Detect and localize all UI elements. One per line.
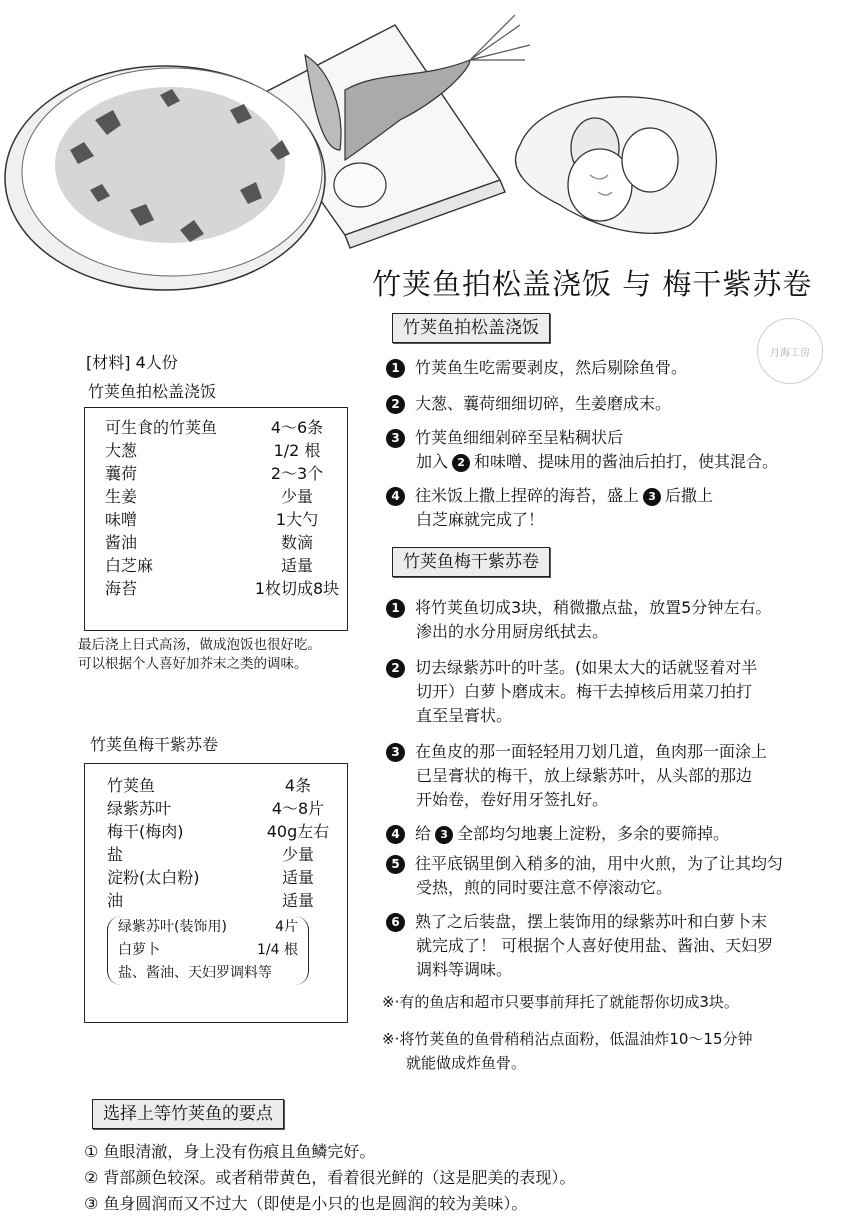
- ingredient-qty: 40g左右: [266, 822, 330, 841]
- note-text: 就能做成炸鱼骨。: [406, 1054, 527, 1072]
- ingredient-name: 生姜: [105, 487, 138, 506]
- step-number-badge: 2: [386, 395, 405, 414]
- step-text: 切开）白萝卜磨成末。梅干去掉核后用菜刀拍打: [416, 682, 753, 701]
- ingredient-name: 淀粉(太白粉): [107, 868, 200, 887]
- ingredient-qty: 2～3个: [270, 464, 324, 483]
- ingredient-qty: 适量: [281, 891, 314, 910]
- tips-title-box: [92, 1099, 284, 1129]
- step-text: 后撒上: [665, 486, 714, 505]
- step-text: 往米饭上撒上捏碎的海苔，盛上: [415, 486, 640, 505]
- note-text: ※·将竹荚鱼的鱼骨稍稍沾点面粉，低温油炸10～15分钟: [382, 1030, 753, 1048]
- recipe2-step-2: [386, 656, 757, 728]
- tip-item-2: ② 背部颜色较深。或者稍带黄色，看着很光鲜的（这是肥美的表现）。: [84, 1168, 576, 1187]
- step-text: 熟了之后装盘，摆上装饰用的绿紫苏叶和白萝卜末: [415, 912, 768, 931]
- stamp-text: 月海工房: [770, 347, 810, 359]
- recipe2-step-3: [386, 740, 767, 812]
- ingredient-qty: 适量: [281, 868, 314, 887]
- ingredient-row: [105, 462, 347, 485]
- ingredient-row: [105, 577, 347, 600]
- tip-item-3: ③ 鱼身圆润而又不过大（即使是小只的也是圆润的较为美味）。: [84, 1194, 528, 1213]
- recipe1-step-1: [386, 356, 687, 380]
- ingredient-name: 竹荚鱼: [107, 776, 156, 795]
- ingredient-qty: 数滴: [280, 533, 313, 552]
- ingredient-name: 味噌: [105, 510, 138, 529]
- ume-shiso-roll-dish-drawing: [516, 97, 717, 233]
- step-number-badge: 5: [386, 855, 405, 874]
- step-text: 竹荚鱼生吃需要剥皮，然后剔除鱼骨。: [415, 358, 688, 377]
- step-text: 往平底锅里倒入稍多的油，用中火煎，为了让其均匀: [415, 854, 784, 873]
- step-text: 已呈膏状的梅干，放上绿紫苏叶，从头部的那边: [416, 766, 753, 785]
- ingredient-name: 蘘荷: [105, 464, 138, 483]
- ingredient-name: 海苔: [105, 579, 138, 598]
- ingredient-name: 大葱: [105, 441, 138, 460]
- ingredients-section1-title: 竹荚鱼拍松盖浇饭: [88, 382, 217, 401]
- step-text: 在鱼皮的那一面轻轻用刀划几道，鱼肉那一面涂上: [415, 742, 768, 761]
- page-title: 竹荚鱼拍松盖浇饭 与 梅干紫苏卷: [372, 267, 813, 301]
- ingredient-qty: 4条: [284, 776, 312, 795]
- ingredient-row: [105, 485, 347, 508]
- ingredient-row: [107, 820, 347, 843]
- ingredient-row: [107, 889, 347, 912]
- step-number-badge: 1: [386, 599, 405, 618]
- recipe2-step-5: [386, 852, 783, 900]
- illustration-svg: [0, 0, 864, 300]
- ingredients-box-2: [84, 763, 348, 1023]
- step-text: 白芝麻就完成了！: [416, 510, 545, 529]
- recipe2-note-1: ※·有的鱼店和超市只要事前拜托了就能帮你切成3块。: [382, 993, 739, 1011]
- step-number-badge: 2: [386, 659, 405, 678]
- ingredients-box-1: [84, 407, 348, 631]
- ingredient-qty: 少量: [281, 845, 314, 864]
- ingredient-qty: 少量: [280, 487, 313, 506]
- garnish-group: [107, 916, 309, 985]
- step-text: 受热，煎的同时要注意不停滚动它。: [416, 878, 673, 897]
- ingredient-name: 油: [107, 891, 124, 910]
- step-number-badge: 6: [386, 913, 405, 932]
- step-text: 渗出的水分用厨房纸拭去。: [416, 622, 609, 641]
- ingredients-note-1: 最后浇上日式高汤，做成泡饭也很好吃。: [78, 637, 321, 653]
- ingredient-qty: 4～6条: [270, 418, 324, 437]
- ingredient-qty: 1/2 根: [273, 441, 321, 460]
- recipe2-step-6: [386, 910, 773, 982]
- ingredients-section2-title: 竹荚鱼梅干紫苏卷: [90, 735, 219, 754]
- tip-item-1: ① 鱼眼清澈，身上没有伤痕且鱼鳞完好。: [84, 1142, 376, 1161]
- recipe1-title: 竹荚鱼拍松盖浇饭: [403, 318, 539, 338]
- ingredient-qty: 1枚切成8块: [254, 579, 340, 598]
- step-number-badge: 4: [386, 825, 405, 844]
- ingredient-name: 盐: [107, 845, 124, 864]
- step-text: 调料等调味。: [416, 960, 513, 979]
- tips-title: 选择上等竹荚鱼的要点: [103, 1104, 273, 1124]
- garnish-name: 盐、酱油、天妇罗调料等: [118, 965, 272, 981]
- step-ref-badge: 3: [435, 826, 453, 844]
- recipe1-title-box: [392, 313, 550, 343]
- recipe1-step-4: [386, 484, 713, 532]
- recipe2-title-box: [392, 547, 550, 577]
- ingredient-qty: 适量: [280, 556, 313, 575]
- recipe2-step-4: [386, 822, 729, 846]
- rice-bowl-drawing: [5, 66, 325, 290]
- step-text: 将竹荚鱼切成3块，稍微撒点盐，放置5分钟左右。: [415, 598, 772, 617]
- garnish-row: [118, 916, 298, 939]
- step-ref-badge: 3: [643, 488, 661, 506]
- food-illustration: [0, 0, 864, 300]
- garnish-qty: 1/4 根: [257, 942, 298, 958]
- recipe2-note-2: [382, 1027, 753, 1075]
- ingredient-row: [105, 554, 347, 577]
- step-text: 全部均匀地裹上淀粉，多余的要筛掉。: [457, 824, 730, 843]
- ingredient-row: [107, 797, 347, 820]
- garnish-row: [118, 939, 298, 962]
- ingredient-name: 可生食的竹荚鱼: [105, 418, 218, 437]
- recipe2-title: 竹荚鱼梅干紫苏卷: [403, 552, 539, 572]
- step-text: 开始卷，卷好用牙签扎好。: [416, 790, 609, 809]
- step-text: 就完成了！ 可根据个人喜好使用盐、酱油、天妇罗: [416, 936, 774, 955]
- step-text: 直至呈膏状。: [416, 706, 513, 725]
- step-text: 加入: [416, 452, 449, 471]
- recipe1-step-2: [386, 392, 671, 416]
- garnish-name: 绿紫苏叶(装饰用): [118, 919, 227, 935]
- step-ref-badge: 2: [452, 454, 470, 472]
- ingredients-header: [材料] 4人份: [86, 353, 178, 372]
- ingredient-row: [107, 774, 347, 797]
- ingredient-name: 酱油: [105, 533, 138, 552]
- step-number-badge: 3: [386, 743, 405, 762]
- step-number-badge: 4: [386, 487, 405, 506]
- garnish-qty: 4片: [275, 919, 298, 935]
- garnish-row: [118, 962, 298, 985]
- step-text: 大葱、蘘荷细细切碎，生姜磨成末。: [415, 394, 672, 413]
- ingredient-row: [105, 416, 347, 439]
- ingredient-name: 梅干(梅肉): [107, 822, 184, 841]
- ingredient-name: 绿紫苏叶: [107, 799, 172, 818]
- watermark-stamp: [757, 318, 823, 384]
- step-text: 切去绿紫苏叶的叶茎。(如果太大的话就竖着对半: [415, 658, 758, 677]
- recipe1-step-3: [386, 426, 778, 474]
- ingredient-qty: 1大勺: [275, 510, 319, 529]
- step-number-badge: 1: [386, 359, 405, 378]
- ingredient-name: 白芝麻: [105, 556, 154, 575]
- step-text: 和味噌、提味用的酱油后拍打，使其混合。: [474, 452, 779, 471]
- recipe2-step-1: [386, 596, 771, 644]
- ingredient-qty: 4～8片: [271, 799, 325, 818]
- ingredient-row: [107, 843, 347, 866]
- step-text: 竹荚鱼细细剁碎至呈粘稠状后: [415, 428, 624, 447]
- step-text: 给: [415, 824, 432, 843]
- step-number-badge: 3: [386, 429, 405, 448]
- ingredient-row: [105, 439, 347, 462]
- ingredient-row: [107, 866, 347, 889]
- ingredient-row: [105, 508, 347, 531]
- garnish-name: 白萝卜: [118, 942, 160, 958]
- ingredient-row: [105, 531, 347, 554]
- ingredients-note-2: 可以根据个人喜好加芥末之类的调味。: [78, 656, 308, 672]
